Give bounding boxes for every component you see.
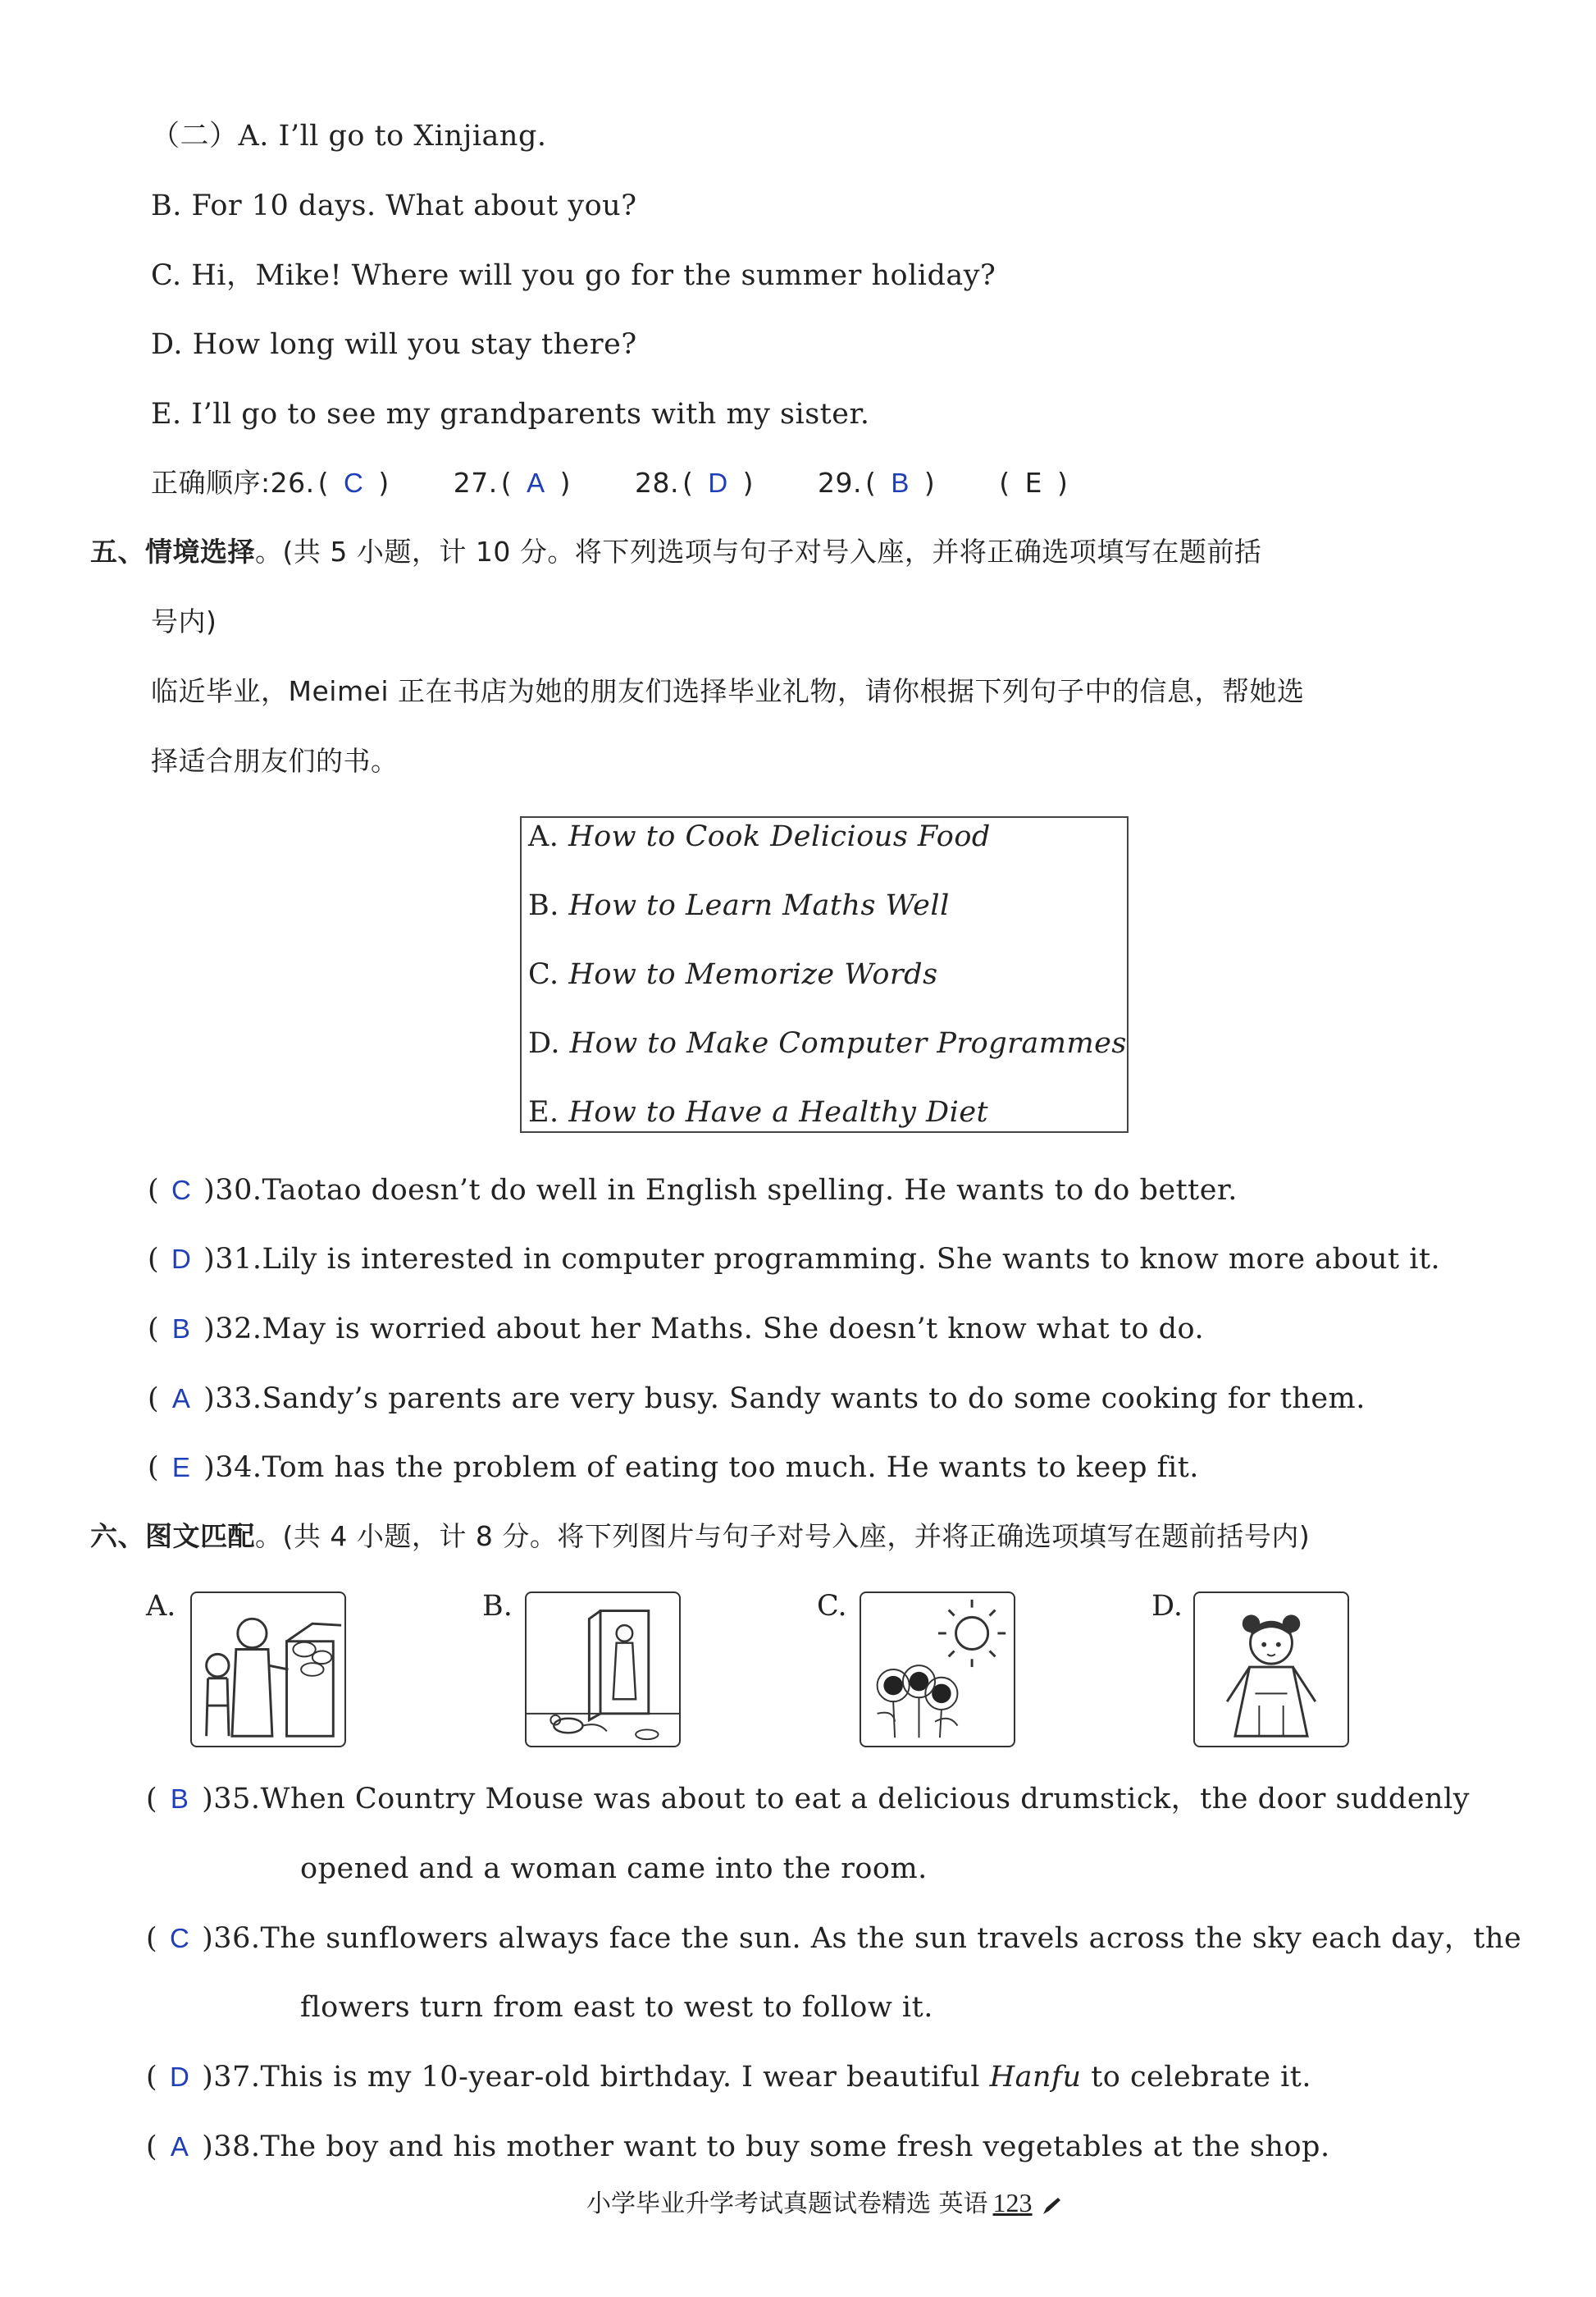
order-row: 正确顺序:26. ( C ) 27. ( A ) 28. ( D ) 29. ( B ) ( E ) [151, 467, 1069, 499]
dialogue-line-e: E. I’ll go to see my grandparents with my sister. [151, 398, 870, 431]
order-answer-26: C [343, 468, 364, 498]
page-footer [586, 2186, 1063, 2221]
answer-30: C [171, 1175, 192, 1205]
section5-title: 五、情境选择 [90, 536, 255, 568]
answer-38: A [170, 2131, 189, 2162]
question-36: ( C )36.The sunflowers always face the sun. As the sun travels across the sky each day，the [146, 1920, 1521, 1957]
book-option-a: A. How to Cook Delicious Food [528, 820, 991, 853]
footer-book-title: 小学毕业升学考试真题试卷精选 英语 [586, 2190, 988, 2218]
sunflowers-and-sun-icon [860, 1591, 1015, 1747]
question-34: ( E )34.Tom has the problem of eating too much. He wants to keep fit. [148, 1449, 1199, 1486]
section5-context-line1: 临近毕业，Meimei 正在书店为她的朋友们选择毕业礼物，请你根据下列句子中的信息，帮她选 [151, 675, 1305, 707]
answer-36: C [169, 1923, 190, 1953]
order-answer-27: A [527, 468, 545, 498]
section6-instruction: 。(共 4 小题，计 8 分。将下列图片与句子对号入座，并将正确选项填写在题前括号内) [255, 1520, 1311, 1552]
order-label: 正确顺序: [151, 467, 271, 499]
section5-heading [90, 533, 1261, 571]
answer-31: D [171, 1244, 192, 1274]
question-32: ( B )32.May is worried about her Maths. She doesn’t know what to do. [148, 1310, 1204, 1348]
order-answer-29: B [891, 468, 910, 498]
question-36-cont: flowers turn from east to west to follow it. [300, 1991, 933, 2024]
picture-label-a: A. [146, 1590, 176, 1623]
order-answer-28: D [708, 468, 728, 498]
answer-35: B [170, 1783, 189, 1814]
pencil-icon [1040, 2194, 1063, 2217]
section6-heading [90, 1518, 1310, 1555]
girl-in-hanfu-icon [1193, 1591, 1349, 1747]
dialogue-line-c: C. Hi，Mike! Where will you go for the summer holiday? [151, 259, 996, 292]
section6-title: 六、图文匹配 [90, 1520, 255, 1552]
answer-33: A [171, 1383, 191, 1413]
dialogue-line-d: D. How long will you stay there? [151, 328, 637, 361]
book-option-e: E. How to Have a Healthy Diet [528, 1096, 989, 1129]
question-35: ( B )35.When Country Mouse was about to eat a delicious drumstick，the door suddenly [146, 1780, 1470, 1818]
question-31: ( D )31.Lily is interested in computer programming. She wants to know more about it. [148, 1240, 1440, 1278]
order-num-26: 26. [270, 467, 315, 499]
order-num-28: 28. [634, 467, 679, 499]
picture-label-b: B. [482, 1590, 513, 1623]
book-option-b: B. How to Learn Maths Well [528, 889, 950, 922]
order-answer-30: E [1024, 467, 1043, 499]
question-33: ( A )33.Sandy’s parents are very busy. Sandy wants to do some cooking for them. [148, 1380, 1366, 1418]
book-option-c: C. How to Memorize Words [528, 958, 938, 991]
mother-and-boy-shopping-icon [190, 1591, 346, 1747]
order-num-29: 29. [818, 467, 863, 499]
question-35-cont: opened and a woman came into the room. [300, 1852, 928, 1885]
picture-label-c: C. [817, 1590, 847, 1623]
answer-34: E [171, 1452, 191, 1482]
dialogue-line-a: （二）A. I’ll go to Xinjiang. [151, 120, 547, 153]
question-38: ( A )38.The boy and his mother want to buy some fresh vegetables at the shop. [146, 2128, 1330, 2166]
page-number: 123 [992, 2188, 1033, 2217]
section5-context-line2: 择适合朋友们的书。 [151, 745, 399, 777]
section5-instruction: 。(共 5 小题，计 10 分。将下列选项与句子对号入座，并将正确选项填写在题前括 [255, 536, 1262, 568]
order-num-27: 27. [453, 467, 498, 499]
picture-label-d: D. [1151, 1590, 1183, 1623]
answer-32: B [171, 1313, 191, 1344]
book-option-d: D. How to Make Computer Programmes [528, 1027, 1127, 1060]
answer-37: D [169, 2062, 190, 2092]
dialogue-line-b: B. For 10 days. What about you? [151, 190, 637, 222]
section5-instruction-cont: 号内) [151, 605, 217, 637]
question-30: ( C )30.Taotao doesn’t do well in English spelling. He wants to do better. [148, 1171, 1238, 1209]
question-37: ( D )37.This is my 10-year-old birthday. I wear beautiful Hanfu to celebrate it. [146, 2058, 1311, 2096]
woman-at-door-mouse-icon [525, 1591, 681, 1747]
book-options-box [520, 816, 1129, 1133]
hanfu-italic: Hanfu [989, 2061, 1082, 2094]
